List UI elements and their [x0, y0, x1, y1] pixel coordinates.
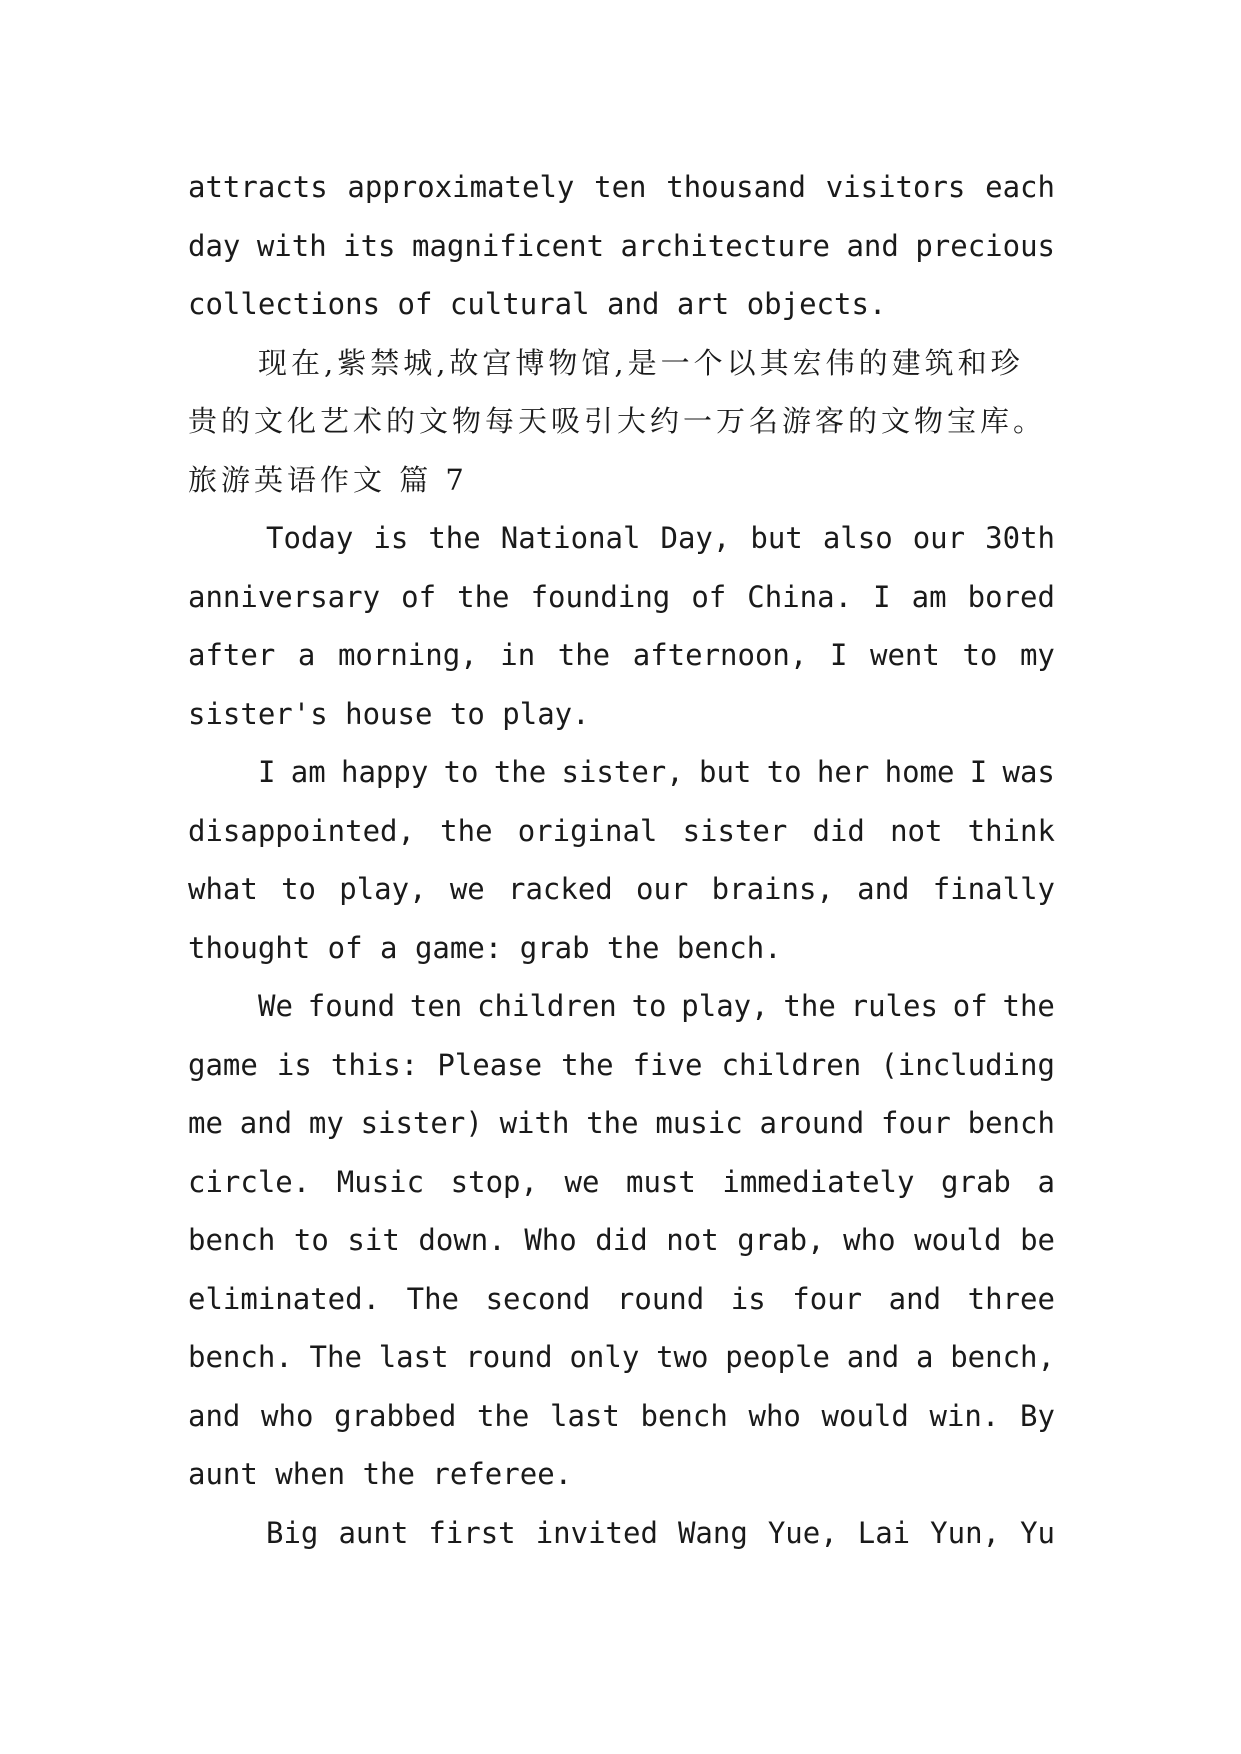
line-text: thought of a game: grab the bench.: [188, 930, 782, 965]
word: win.: [929, 1398, 1000, 1433]
word: our: [636, 872, 689, 906]
word: day: [188, 228, 241, 263]
word: the: [586, 1106, 639, 1140]
word: her: [816, 755, 870, 789]
word: my: [1019, 638, 1055, 672]
word: Please: [437, 1047, 543, 1082]
text-line: [188, 1445, 1055, 1504]
word: children: [477, 989, 617, 1023]
text-line: [188, 919, 1055, 978]
word: circle.: [188, 1164, 311, 1199]
document-page: [188, 158, 1055, 1562]
word: to: [962, 638, 998, 672]
word: Who: [524, 1223, 577, 1257]
word: anniversary: [188, 579, 381, 614]
word: also: [822, 521, 893, 555]
text-line: [188, 1270, 1055, 1329]
word: be: [1020, 1223, 1055, 1257]
word: did: [595, 1223, 648, 1257]
word: I: [969, 755, 988, 789]
word: bench.: [188, 1340, 293, 1374]
word: and: [239, 1106, 293, 1140]
word: Today: [266, 521, 354, 555]
word: was: [1002, 755, 1055, 789]
word: Wang: [677, 1515, 748, 1550]
word: founding: [530, 579, 671, 614]
word: play,: [681, 989, 769, 1023]
word: China.: [747, 579, 853, 614]
word: architecture: [620, 228, 831, 263]
word: our: [912, 521, 966, 555]
word: children: [721, 1047, 862, 1082]
text-line: [188, 392, 1055, 451]
word: of: [691, 579, 727, 614]
word: rules: [850, 989, 938, 1023]
line-text: 现在,紫禁城,故宫博物馆,是一个以其宏伟的建筑和珍: [258, 345, 1024, 380]
word: but: [699, 755, 752, 789]
word: did: [812, 813, 865, 848]
word: morning,: [337, 638, 478, 672]
word: home: [884, 755, 955, 789]
word: and: [846, 1340, 900, 1374]
text-line: [188, 509, 1055, 568]
text-line: [188, 860, 1055, 919]
word: 30th: [985, 521, 1055, 555]
word: to: [766, 755, 802, 789]
word: to: [281, 872, 317, 906]
word: in: [500, 638, 536, 672]
word: visitors: [825, 170, 966, 204]
word: am: [290, 755, 326, 789]
word: must: [626, 1164, 696, 1199]
word: of: [401, 579, 437, 614]
word: second: [485, 1281, 591, 1316]
word: National: [500, 521, 641, 555]
word: with: [256, 228, 327, 263]
text-line: [188, 977, 1055, 1036]
word: bench,: [950, 1340, 1055, 1374]
word: racked: [508, 872, 613, 906]
word: last: [378, 1340, 449, 1374]
word: down.: [418, 1223, 506, 1257]
word: thousand: [666, 170, 806, 204]
word: am: [911, 579, 947, 614]
word: a: [915, 1340, 934, 1374]
text-line: [188, 158, 1055, 217]
word: not: [666, 1223, 719, 1257]
word: is: [276, 1047, 312, 1082]
word: the: [493, 755, 547, 789]
text-line: [188, 802, 1055, 861]
text-line: [188, 568, 1055, 627]
word: to: [631, 989, 667, 1023]
word: a: [1037, 1164, 1055, 1199]
text-line: [188, 1036, 1055, 1095]
word: attracts: [188, 170, 328, 204]
word: finally: [932, 872, 1055, 906]
word: think: [967, 813, 1055, 848]
word: four: [792, 1281, 863, 1316]
word: Lai: [857, 1515, 911, 1550]
word: and: [188, 1398, 241, 1433]
word: the: [440, 813, 493, 848]
word: around: [759, 1106, 865, 1140]
word: the: [428, 521, 481, 555]
word: is: [373, 521, 409, 555]
word: sister,: [561, 755, 684, 789]
word: to: [443, 755, 479, 789]
word: Yu: [1020, 1515, 1055, 1550]
word: the: [1002, 989, 1055, 1023]
word: with: [499, 1106, 570, 1140]
word: magnificent: [411, 228, 605, 263]
word: and: [846, 228, 899, 263]
word: only: [569, 1340, 640, 1374]
word: stop,: [450, 1164, 538, 1199]
text-line: [188, 334, 1055, 393]
word: a: [297, 638, 316, 672]
word: bench: [188, 1223, 276, 1257]
word: sit: [347, 1223, 400, 1257]
word: five: [632, 1047, 703, 1082]
word: and: [888, 1281, 942, 1316]
word: Day,: [660, 521, 731, 555]
word: aunt: [338, 1515, 409, 1550]
text-line: [188, 451, 1055, 510]
word: four: [881, 1106, 951, 1140]
word: who: [843, 1223, 896, 1257]
word: the: [783, 989, 836, 1023]
word: game: [188, 1047, 258, 1082]
line-text: 贵的文化艺术的文物每天吸引大约一万名游客的文物宝库。: [188, 404, 1047, 438]
word: last: [550, 1398, 620, 1433]
word: bench: [967, 1106, 1055, 1140]
word: I: [258, 755, 276, 789]
word: Music: [336, 1164, 425, 1199]
word: went: [870, 638, 940, 672]
word: Yue,: [767, 1515, 838, 1550]
word: people: [725, 1340, 830, 1374]
word: grab: [941, 1164, 1011, 1199]
word: this:: [330, 1047, 419, 1082]
word: invited: [535, 1515, 658, 1550]
word: we: [449, 872, 485, 906]
text-line: [188, 1504, 1055, 1563]
word: sister: [682, 813, 788, 848]
word: music: [655, 1106, 743, 1140]
word: The: [309, 1340, 362, 1374]
line-text: collections of cultural and art objects.: [188, 287, 887, 321]
word: of: [952, 989, 988, 1023]
word: my: [308, 1106, 344, 1140]
word: would: [821, 1398, 909, 1433]
word: me: [188, 1106, 223, 1140]
word: bored: [967, 579, 1055, 614]
text-line: [188, 743, 1055, 802]
word: Yun,: [930, 1515, 1001, 1550]
word: disappointed,: [188, 813, 415, 848]
text-line: [188, 1094, 1055, 1153]
word: the: [557, 638, 611, 672]
word: I: [873, 579, 891, 614]
text-line: [188, 217, 1055, 276]
word: first: [428, 1515, 516, 1550]
word: By: [1020, 1398, 1055, 1433]
word: is: [730, 1281, 766, 1316]
word: grabbed: [334, 1398, 457, 1433]
word: and: [857, 872, 910, 906]
word: the: [457, 579, 510, 614]
text-line: [188, 1328, 1055, 1387]
word: play,: [339, 872, 427, 906]
word: we: [564, 1164, 600, 1199]
word: eliminated.: [188, 1281, 381, 1316]
line-text: 旅游英语作文 篇 7: [188, 462, 468, 497]
word: sister): [360, 1106, 483, 1140]
word: approximately: [347, 170, 575, 204]
word: two: [656, 1340, 709, 1374]
word: the: [561, 1047, 614, 1082]
word: to: [293, 1223, 329, 1257]
word: who: [261, 1398, 314, 1433]
word: but: [750, 521, 803, 555]
line-text: aunt when the referee.: [188, 1457, 573, 1491]
word: brains,: [711, 872, 834, 906]
word: what: [188, 872, 258, 906]
word: three: [967, 1281, 1055, 1316]
word: I: [829, 638, 848, 672]
word: happy: [340, 755, 429, 789]
line-text: sister's house to play.: [188, 696, 590, 731]
word: ten: [594, 170, 647, 204]
word: original: [517, 813, 658, 848]
word: ten: [409, 989, 463, 1023]
word: the: [476, 1398, 530, 1433]
word: its: [343, 228, 396, 263]
text-line: [188, 685, 1055, 744]
text-line: [188, 275, 1055, 334]
text-line: [188, 1387, 1055, 1446]
word: immediately: [722, 1164, 915, 1199]
word: round: [465, 1340, 553, 1374]
word: each: [985, 170, 1055, 204]
word: who: [748, 1398, 801, 1433]
word: bench: [640, 1398, 728, 1433]
word: We: [258, 989, 293, 1023]
text-line: [188, 1211, 1055, 1270]
word: Big: [266, 1515, 319, 1550]
word: (including: [880, 1047, 1055, 1082]
word: after: [188, 638, 276, 672]
word: round: [616, 1281, 705, 1316]
word: The: [406, 1281, 460, 1316]
word: would: [914, 1223, 1002, 1257]
word: not: [890, 813, 943, 848]
word: afternoon,: [632, 638, 808, 672]
word: precious: [915, 228, 1055, 263]
text-line: [188, 1153, 1055, 1212]
word: found: [307, 989, 396, 1023]
word: grab,: [737, 1223, 825, 1257]
text-line: [188, 626, 1055, 685]
